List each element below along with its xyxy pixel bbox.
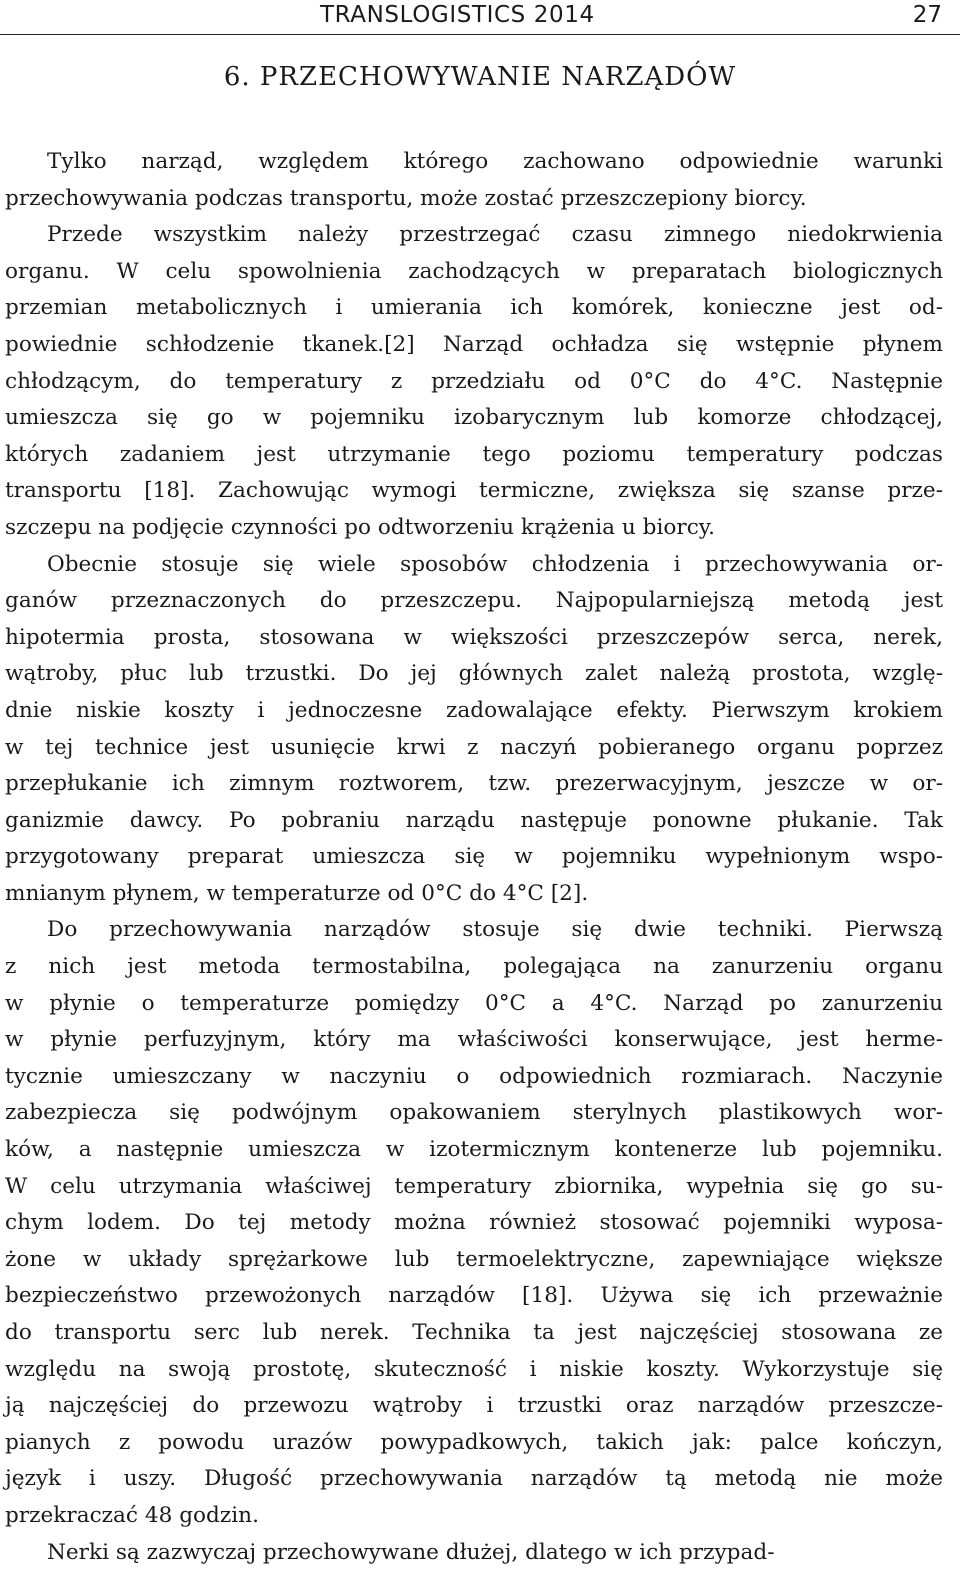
text-line: Nerki są zazwyczaj przechowywane dłużej, dlatego w ich przypad- (47, 1539, 775, 1565)
text-line: transportu [18]. Zachowując wymogi termiczne, zwiększa się szanse prze- (5, 478, 943, 504)
text-line: hipotermia prosta, stosowana w większości przeszczepów serca, nerek, (5, 624, 943, 650)
text-line: przepłukanie ich zimnym roztworem, tzw. prezerwacyjnym, jeszcze w or- (5, 771, 943, 797)
section-heading: 6. PRZECHOWYWANIE NARZĄDÓW (223, 62, 737, 92)
text-line: W celu utrzymania właściwej temperatury zbiornika, wypełnia się go su- (5, 1173, 943, 1199)
text-line: ganizmie dawcy. Po pobraniu narządu następuje ponowne płukanie. Tak (5, 807, 943, 833)
text-line: przygotowany preparat umieszcza się w pojemniku wypełnionym wspo- (5, 844, 943, 870)
text-line: Tylko narząd, względem którego zachowano odpowiednie warunki (47, 149, 943, 174)
text-line: ją najczęściej do przewozu wątroby i trzustki oraz narządów przeszcze- (5, 1393, 943, 1419)
running-header (0, 0, 960, 35)
text-line: tycznie umieszczany w naczyniu o odpowiednich rozmiarach. Naczynie (5, 1063, 943, 1089)
text-line: chłodzącym, do temperatury z przedziału od 0°C do 4°C. Następnie (5, 368, 943, 394)
text-line: mnianym płynem, w temperaturze od 0°C do 4°C [2]. (5, 880, 589, 906)
text-line: względu na swoją prostotę, skuteczność i niskie koszty. Wykorzystuje się (5, 1356, 943, 1382)
text-line: pianych z powodu urazów powypadkowych, takich jak: palce kończyn, (5, 1429, 943, 1455)
body-text (5, 144, 943, 1571)
text-line: do transportu serc lub nerek. Technika ta jest najczęściej stosowana ze (5, 1320, 943, 1345)
text-line: wątroby, płuc lub trzustki. Do jej głównych zalet należą prostota, wzglę- (5, 661, 943, 687)
paragraph (5, 144, 943, 217)
paragraph (5, 1535, 943, 1572)
text-line: umieszcza się go w pojemniku izobarycznym lub komorze chłodzącej, (5, 405, 943, 431)
text-line: szczepu na podjęcie czynności po odtworzeniu krążenia u biorcy. (5, 514, 715, 540)
text-line: przechowywania podczas transportu, może zostać przeszczepiony biorcy. (5, 185, 807, 211)
text-line: w płynie perfuzyjnym, który ma właściwości konserwujące, jest herme- (5, 1027, 943, 1053)
text-line: żone w układy sprężarkowe lub termoelektryczne, zapewniające większe (5, 1246, 943, 1272)
text-line: ków, a następnie umieszcza w izotermicznym kontenerze lub pojemniku. (5, 1137, 943, 1163)
text-line: przemian metabolicznych i umierania ich komórek, konieczne jest od- (5, 295, 943, 321)
paragraph (5, 217, 943, 546)
text-line: powiednie schłodzenie tkanek.[2] Narząd ochładza się wstępnie płynem (5, 331, 943, 357)
text-line: w płynie o temperaturze pomiędzy 0°C a 4°C. Narząd po zanurzeniu (5, 990, 943, 1016)
text-line: bezpieczeństwo przewożonych narządów [18]. Używa się ich przeważnie (5, 1283, 943, 1309)
journal-title: TRANSLOGISTICS 2014 (320, 2, 595, 28)
text-line: przekraczać 48 godzin. (5, 1502, 259, 1528)
text-line: z nich jest metoda termostabilna, polegająca na zanurzeniu organu (5, 954, 943, 980)
text-line: których zadaniem jest utrzymanie tego poziomu temperatury podczas (5, 441, 943, 467)
text-line: chym lodem. Do tej metody można również stosować pojemniki wyposa- (5, 1210, 943, 1236)
text-line: Przede wszystkim należy przestrzegać czasu zimnego niedokrwienia (47, 222, 943, 248)
text-line: w tej technice jest usunięcie krwi z naczyń pobieranego organu poprzez (5, 734, 943, 760)
text-line: zabezpiecza się podwójnym opakowaniem sterylnych plastikowych wor- (5, 1100, 943, 1126)
paragraph (5, 547, 943, 913)
page-number: 27 (912, 2, 942, 28)
text-line: Obecnie stosuje się wiele sposobów chłodzenia i przechowywania or- (47, 551, 943, 577)
text-line: Do przechowywania narządów stosuje się dwie techniki. Pierwszą (47, 917, 943, 943)
text-line: język i uszy. Długość przechowywania narządów tą metodą nie może (5, 1466, 943, 1492)
text-line: dnie niskie koszty i jednoczesne zadowalające efekty. Pierwszym krokiem (5, 697, 943, 723)
paragraph (5, 912, 943, 1534)
text-line: ganów przeznaczonych do przeszczepu. Najpopularniejszą metodą jest (5, 588, 943, 614)
text-line: organu. W celu spowolnienia zachodzących w preparatach biologicznych (5, 258, 943, 284)
